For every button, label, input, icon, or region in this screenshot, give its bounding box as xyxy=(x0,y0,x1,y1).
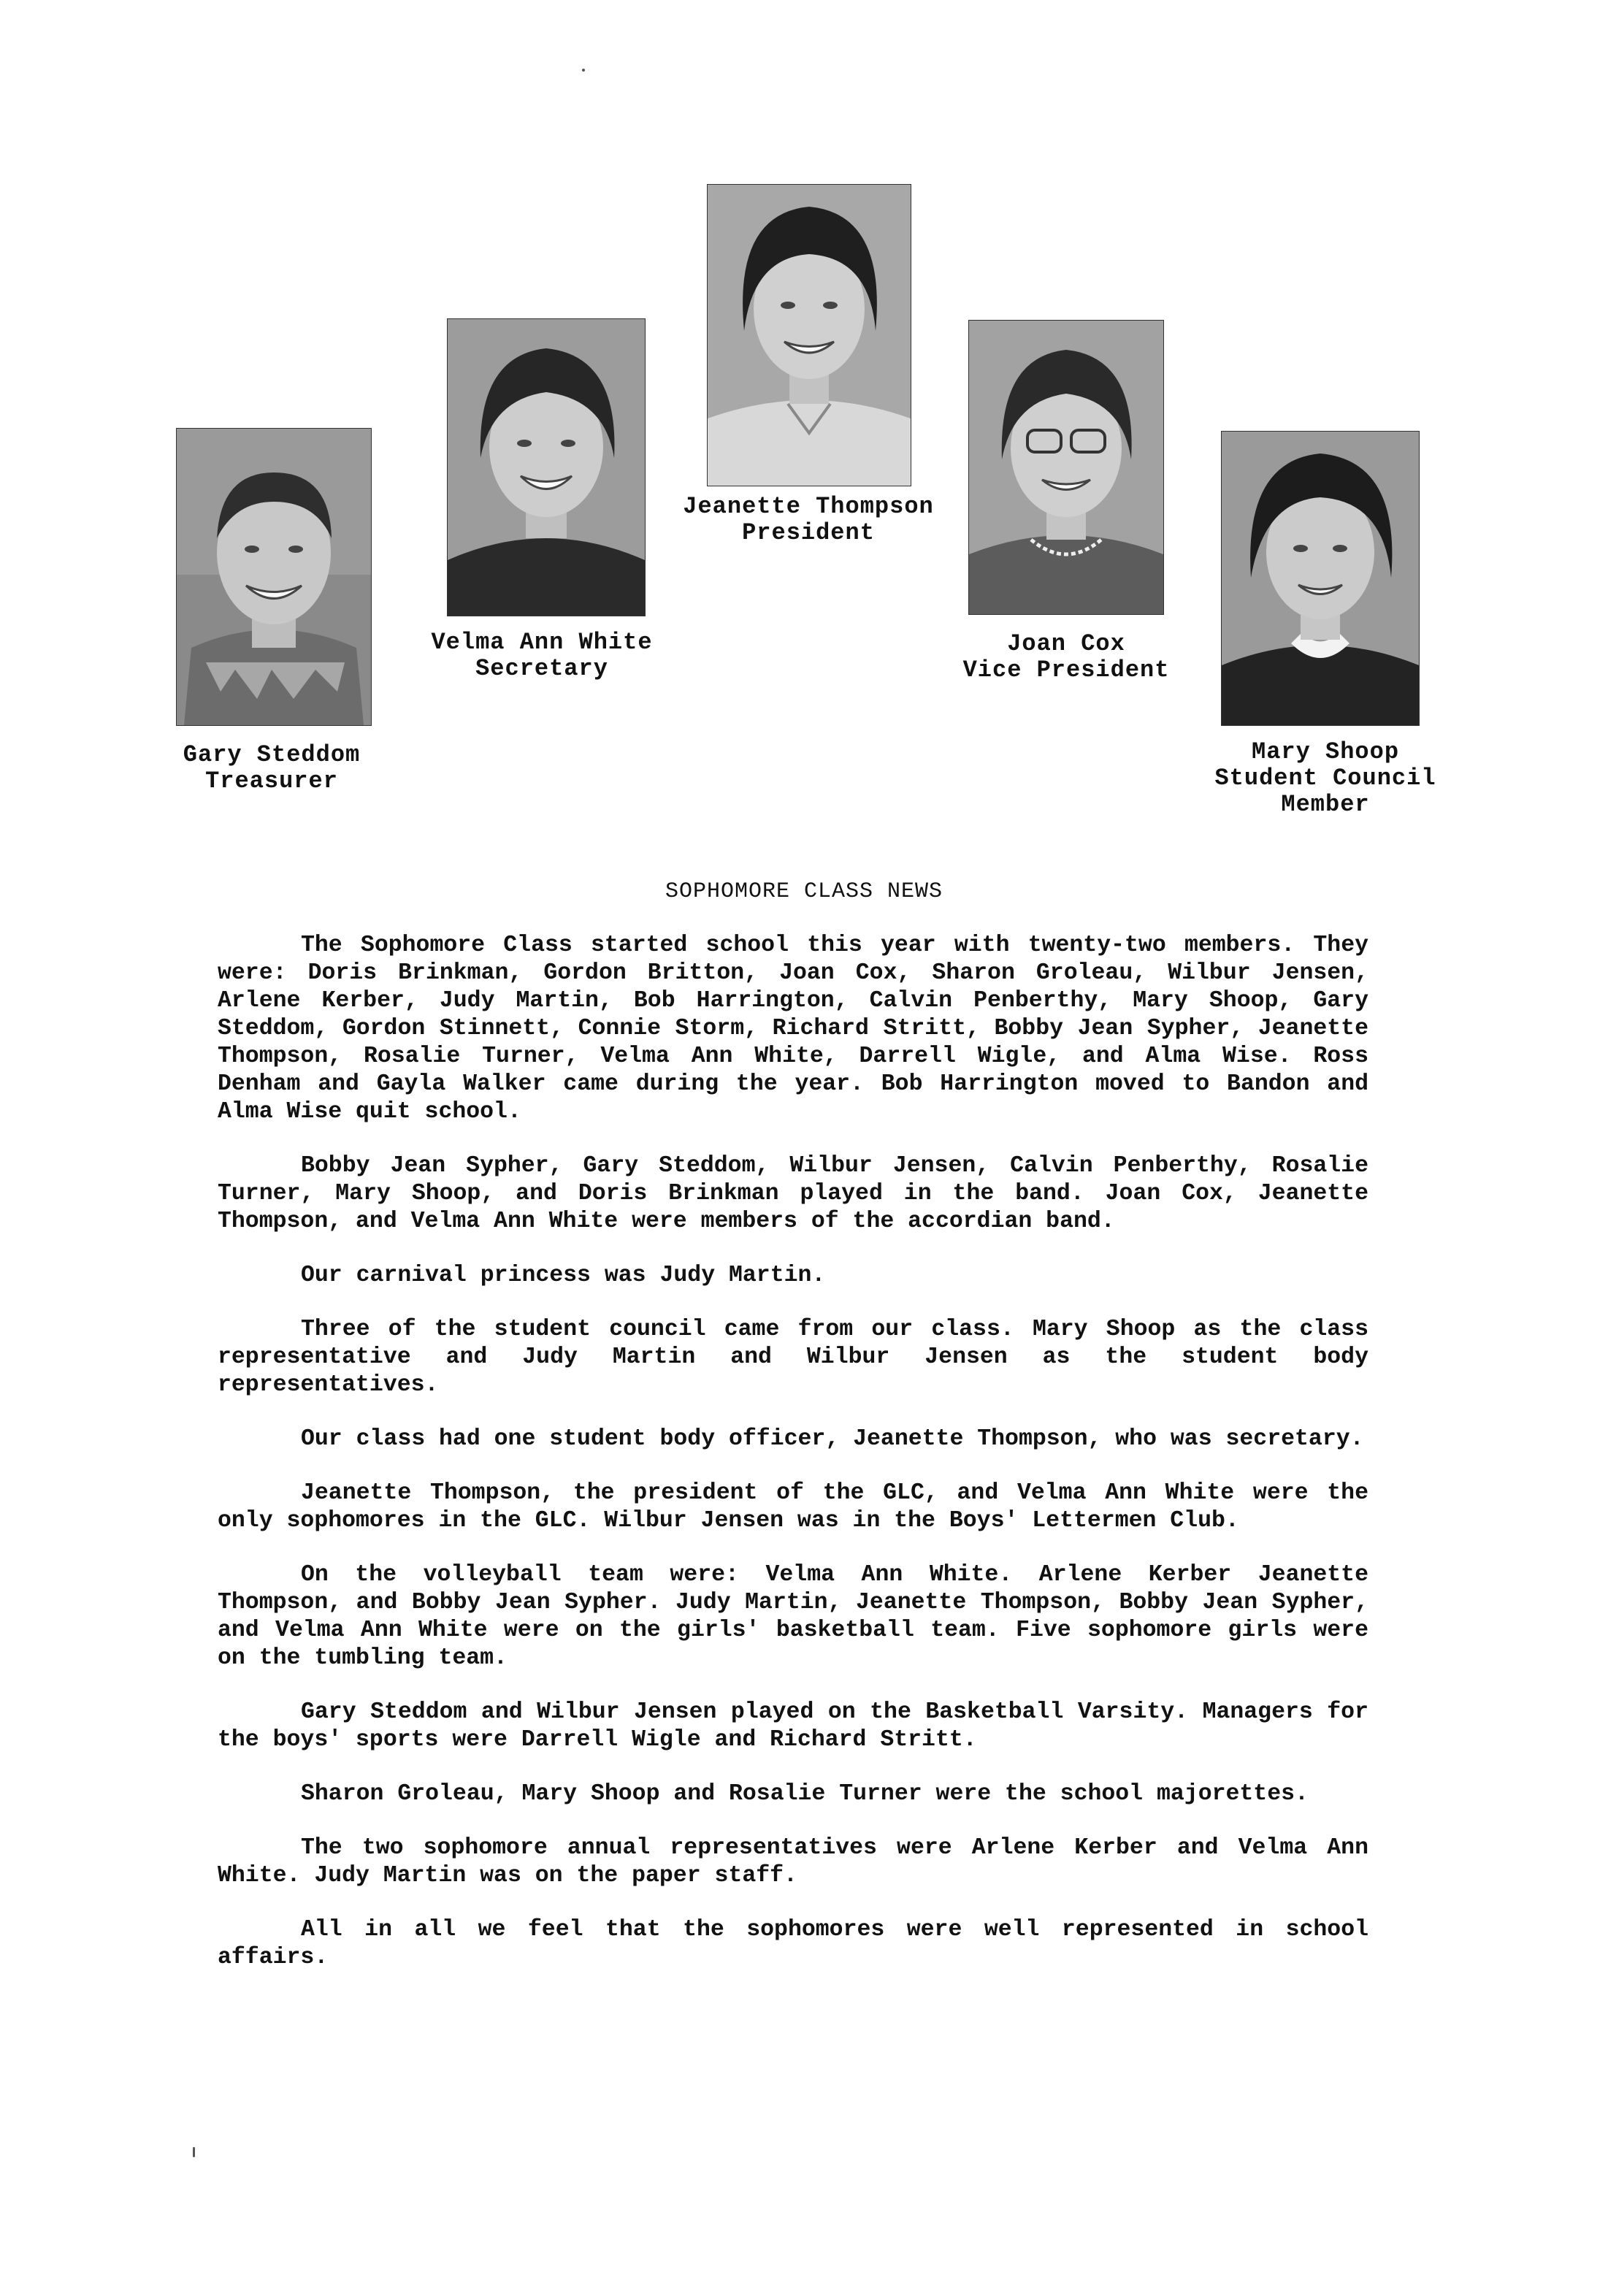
officer-caption-president xyxy=(659,494,958,546)
article-paragraph: Sharon Groleau, Mary Shoop and Rosalie Turner were the school majorettes. xyxy=(301,1781,1309,1807)
portrait-photo-velma-ann-white xyxy=(447,318,646,616)
portrait-photo-jeanette-thompson xyxy=(707,184,911,486)
scan-speck xyxy=(193,2147,195,2157)
scan-speck xyxy=(582,69,585,72)
article-paragraph: Gary Steddom and Wilbur Jensen played on the Basketball Varsity. Managers for the boys' sports were Darrell Wigle and Richard Stritt. xyxy=(218,1699,1368,1753)
article-paragraph: The two sophomore annual representatives were Arlene Kerber and Velma Ann White. Judy Martin was on the paper staff. xyxy=(218,1835,1368,1889)
article-body xyxy=(218,932,1368,1998)
officer-caption-student-council xyxy=(1190,739,1460,818)
portrait-photo-joan-cox xyxy=(968,320,1164,615)
article-paragraph: Jeanette Thompson, the president of the GLC, and Velma Ann White were the only sophomores in the GLC. Wilbur Jensen was in the Boys' Lettermen Club. xyxy=(218,1480,1368,1534)
officer-caption-secretary xyxy=(418,630,666,682)
officer-name: Joan Cox xyxy=(1007,630,1125,657)
article-title: SOPHOMORE CLASS NEWS xyxy=(665,879,943,904)
article-paragraph: On the volleyball team were: Velma Ann White. Arlene Kerber Jeanette Thompson, and Bobby Jean Sypher. Judy Martin, Jeanette Thompson, Bobby Jean Sypher, and Velma Ann White were on the girls' basketball team. Five sophomore girls were on the tumbling team. xyxy=(218,1562,1368,1671)
officer-name: Gary Steddom xyxy=(183,741,361,768)
officer-caption-treasurer xyxy=(162,742,381,795)
officer-role-continued: Member xyxy=(1281,791,1370,818)
officer-caption-vice-president xyxy=(935,631,1198,684)
officer-role: Treasurer xyxy=(205,768,338,795)
article-paragraph: The Sophomore Class started school this year with twenty-two members. They were: Doris Brinkman, Gordon Britton, Joan Cox, Sharon Groleau, Wilbur Jensen, Arlene Kerber, Judy Martin, Bob Harrington, Calvin Penberthy, Mary Shoop, Gary Steddom, Gordon Stinnett, Connie Storm, Richard Stritt, Bobby Jean Sypher, Jeanette Thompson, Rosalie Turner, Velma Ann White, Darrell Wigle, and Alma Wise. Ross Denham and Gayla Walker came during the year. Bob Harrington moved to Bandon and Alma Wise quit school. xyxy=(218,933,1368,1125)
officer-role: President xyxy=(742,519,875,546)
portrait-photo-mary-shoop xyxy=(1221,431,1420,726)
article-paragraph: Three of the student council came from our class. Mary Shoop as the class representative and Judy Martin and Wilbur Jensen as the student body representatives. xyxy=(218,1317,1368,1398)
officer-role: Vice President xyxy=(962,657,1170,684)
officer-name: Velma Ann White xyxy=(431,629,653,656)
officer-role: Student Council xyxy=(1214,765,1436,792)
article-paragraph: Bobby Jean Sypher, Gary Steddom, Wilbur Jensen, Calvin Penberthy, Rosalie Turner, Mary Shoop, and Doris Brinkman played in the band. Joan Cox, Jeanette Thompson, and Velma Ann White were members of the accordian band. xyxy=(218,1153,1368,1234)
officer-name: Mary Shoop xyxy=(1251,738,1400,765)
officer-role: Secretary xyxy=(475,655,608,682)
officer-name: Jeanette Thompson xyxy=(683,493,934,520)
portrait-photo-gary-steddom xyxy=(176,428,372,726)
article-paragraph: Our class had one student body officer, Jeanette Thompson, who was secretary. xyxy=(301,1426,1364,1452)
article-paragraph: All in all we feel that the sophomores were well represented in school affairs. xyxy=(218,1917,1368,1970)
article-paragraph: Our carnival princess was Judy Martin. xyxy=(301,1263,826,1288)
